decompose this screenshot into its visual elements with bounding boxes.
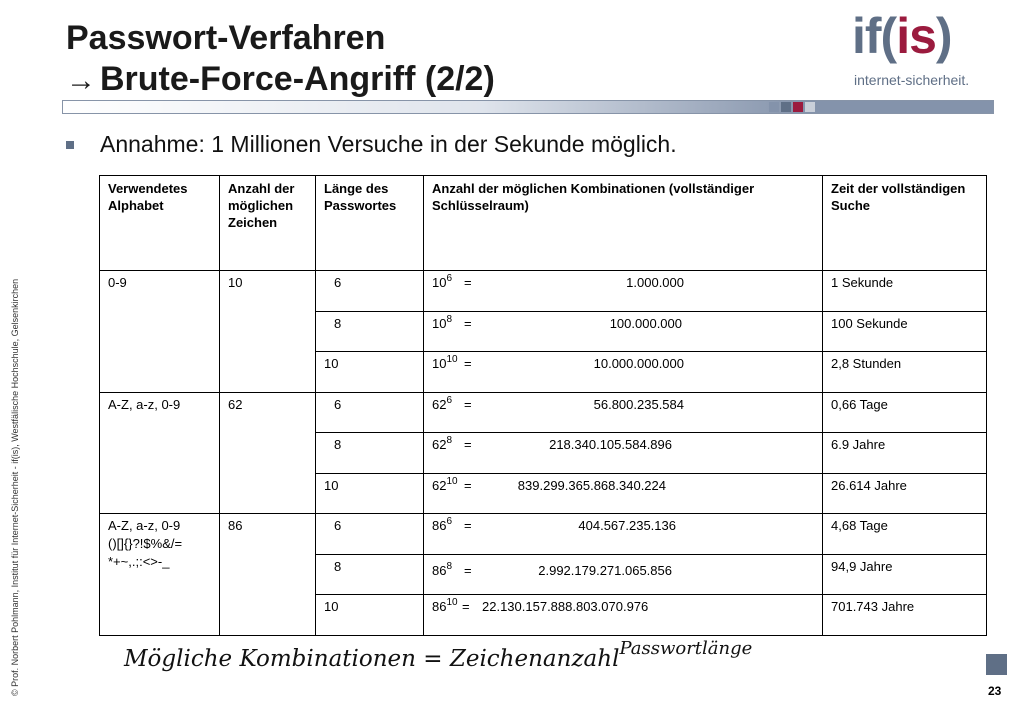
char-count-cell: 86 [220,514,316,636]
time-cell: 0,66 Tage [823,392,987,433]
header-combinations: Anzahl der möglichen Kombinationen (vollständiger Schlüsselraum) [424,176,823,271]
header-search-time: Zeit der vollständigen Suche [823,176,987,271]
combinations-cell: $10^8$ = 100.000.000 [424,311,823,352]
length-cell: 8 [316,311,424,352]
length-cell: 6 [316,271,424,312]
page-title [66,18,495,101]
title-line-1: Passwort-Verfahren [66,19,386,57]
time-cell: 100 Sekunde [823,311,987,352]
time-cell: 94,9 Jahre [823,554,987,595]
brute-force-table [99,175,987,636]
length-cell: 10 [316,352,424,393]
alphabet-cell: A-Z, a-z, 0-9 [100,392,220,514]
combinations-formula [124,638,753,674]
combinations-cell: $86^6$ = 404.567.235.136 [424,514,823,555]
time-cell: 701.743 Jahre [823,595,987,636]
arrow-right-icon: → [66,64,96,97]
table-row [100,514,987,555]
time-cell: 6.9 Jahre [823,433,987,474]
combinations-cell: $62^8$ = 218.340.105.584.896 [424,433,823,474]
formula-exponent: Passwortlänge [619,638,753,659]
copyright-sidebar: © Prof. Norbert Pohlmann, Institut für Internet-Sicherheit - if(is), Westfälische Hochschule, Gelsenkirchen [10,278,20,696]
header-char-count: Anzahl der möglichen Zeichen [220,176,316,271]
divider-square-accent [793,102,803,112]
length-cell: 10 [316,595,424,636]
length-cell: 8 [316,554,424,595]
formula-lhs: Mögliche Kombinationen = Zeichenanzahl [124,646,620,672]
length-cell: 6 [316,514,424,555]
combinations-cell: $86^{10}$ = 22.130.157.888.803.070.976 [424,595,823,636]
time-cell: 2,8 Stunden [823,352,987,393]
length-cell: 6 [316,392,424,433]
combinations-cell: $10^{10}$ = 10.000.000.000 [424,352,823,393]
table-row [100,271,987,312]
title-divider-bar [62,100,994,114]
divider-square [769,102,779,112]
combinations-cell: $62^{10}$ = 839.299.365.868.340.224 [424,473,823,514]
title-line-2 [66,59,495,101]
ifis-logo [852,8,992,94]
page-number: 23 [988,684,1002,698]
combinations-cell: $62^6$ = 56.800.235.584 [424,392,823,433]
combinations-cell: $86^8$ = 2.992.179.271.065.856 [424,554,823,595]
header-alphabet: Verwendetes Alphabet [100,176,220,271]
table-row [100,392,987,433]
divider-square [805,102,815,112]
time-cell: 4,68 Tage [823,514,987,555]
time-cell: 1 Sekunde [823,271,987,312]
logo-subtitle: internet-sicherheit. [854,72,970,88]
bullet-text: Annahme: 1 Millionen Versuche in der Sekunde möglich. [100,131,677,157]
char-count-cell: 62 [220,392,316,514]
divider-square [781,102,791,112]
bullet-square-icon [66,141,74,149]
length-cell: 10 [316,473,424,514]
time-cell: 26.614 Jahre [823,473,987,514]
corner-square-icon [986,654,1007,675]
table-header-row [100,176,987,271]
header-password-length: Länge des Passwortes [316,176,424,271]
alphabet-cell: A-Z, a-z, 0-9 ()[]{}?!$%&/= *+~,.;:<>-_ [100,514,220,636]
title-line-2-text: Brute-Force-Angriff (2/2) [100,60,495,98]
length-cell: 8 [316,433,424,474]
logo-mark: if(is) [852,8,952,64]
combinations-cell: $10^6$ = 1.000.000 [424,271,823,312]
char-count-cell: 10 [220,271,316,393]
alphabet-cell: 0-9 [100,271,220,393]
